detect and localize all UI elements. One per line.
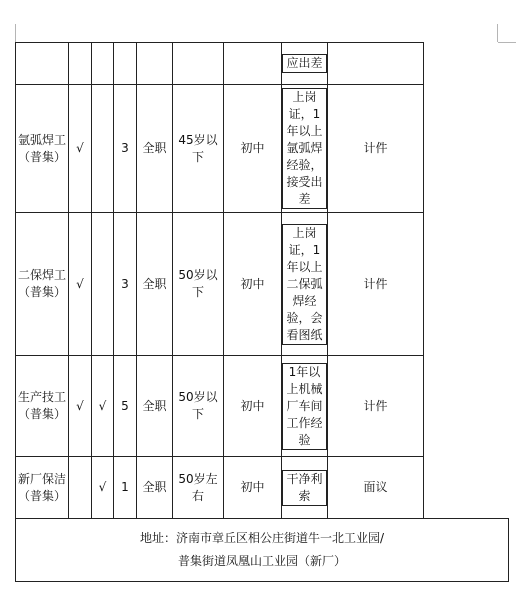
check-cell-1 <box>69 457 92 519</box>
requirement-inner-box <box>282 224 327 345</box>
pay-cell: 计件 <box>328 85 424 213</box>
requirement-text: 上岗证，1年以上氩弧焊经验，接受出差 <box>286 90 323 206</box>
empty-cell <box>424 43 509 85</box>
education-cell <box>224 43 282 85</box>
table-row <box>16 457 509 519</box>
age-cell: 45岁以下 <box>173 85 224 213</box>
check-cell-2 <box>92 85 114 213</box>
check-cell-2: √ <box>92 356 114 457</box>
education-cell: 初中 <box>224 213 282 356</box>
requirement-cell <box>282 85 328 213</box>
requirement-text: 上岗证，1年以上二保弧焊经验，会看图纸 <box>286 225 323 342</box>
table-row <box>16 85 509 213</box>
requirement-cell <box>282 356 328 457</box>
employment-type-cell: 全职 <box>137 356 173 457</box>
empty-cell <box>424 213 509 356</box>
requirement-cell <box>282 457 328 519</box>
corner-mark-top-right-v <box>497 24 498 42</box>
count-cell: 1 <box>114 457 137 519</box>
employment-type-cell: 全职 <box>137 457 173 519</box>
requirement-cell <box>282 213 328 356</box>
address-line-2: 普集街道凤凰山工业园（新厂） <box>177 554 346 568</box>
empty-cell <box>424 85 509 213</box>
job-title-cell <box>16 43 69 85</box>
count-cell <box>114 43 137 85</box>
requirement-inner-box <box>282 470 327 506</box>
pay-cell <box>328 43 424 85</box>
table-row <box>16 356 509 457</box>
education-cell: 初中 <box>224 356 282 457</box>
job-title-cell: 氩弧焊工（普集） <box>16 85 69 213</box>
education-cell: 初中 <box>224 85 282 213</box>
pay-cell: 计件 <box>328 356 424 457</box>
pay-cell: 面议 <box>328 457 424 519</box>
check-cell-1 <box>69 43 92 85</box>
check-cell-2: √ <box>92 457 114 519</box>
age-cell: 50岁以下 <box>173 213 224 356</box>
address-cell <box>16 519 509 582</box>
employment-type-cell: 全职 <box>137 213 173 356</box>
requirement-text: 1年以上机械厂车间工作经验 <box>286 364 323 447</box>
age-cell: 50岁以下 <box>173 356 224 457</box>
employment-type-cell: 全职 <box>137 85 173 213</box>
empty-cell <box>424 457 509 519</box>
job-table <box>15 42 509 582</box>
check-cell-1: √ <box>69 356 92 457</box>
requirement-inner-box <box>282 88 327 209</box>
address-line-1: 地址：济南市章丘区相公庄街道牛一北工业园/ <box>139 531 385 545</box>
count-cell: 5 <box>114 356 137 457</box>
count-cell: 3 <box>114 85 137 213</box>
count-cell: 3 <box>114 213 137 356</box>
age-cell: 50岁左右 <box>173 457 224 519</box>
job-title-cell: 二保焊工（普集） <box>16 213 69 356</box>
employment-type-cell <box>137 43 173 85</box>
requirement-inner-box <box>282 54 327 73</box>
pay-cell: 计件 <box>328 213 424 356</box>
requirement-cell <box>282 43 328 85</box>
check-cell-1: √ <box>69 85 92 213</box>
requirement-text: 干净利索 <box>286 471 323 503</box>
check-cell-2 <box>92 43 114 85</box>
empty-cell <box>424 356 509 457</box>
table-row <box>16 43 509 85</box>
table-row <box>16 213 509 356</box>
requirement-inner-box <box>282 363 327 450</box>
age-cell <box>173 43 224 85</box>
check-cell-2 <box>92 213 114 356</box>
corner-mark-top-left-v <box>15 24 16 42</box>
address-row <box>16 519 509 582</box>
education-cell: 初中 <box>224 457 282 519</box>
check-cell-1: √ <box>69 213 92 356</box>
job-title-cell: 生产技工（普集） <box>16 356 69 457</box>
job-title-cell: 新厂保洁（普集） <box>16 457 69 519</box>
requirement-text: 应出差 <box>286 56 323 70</box>
